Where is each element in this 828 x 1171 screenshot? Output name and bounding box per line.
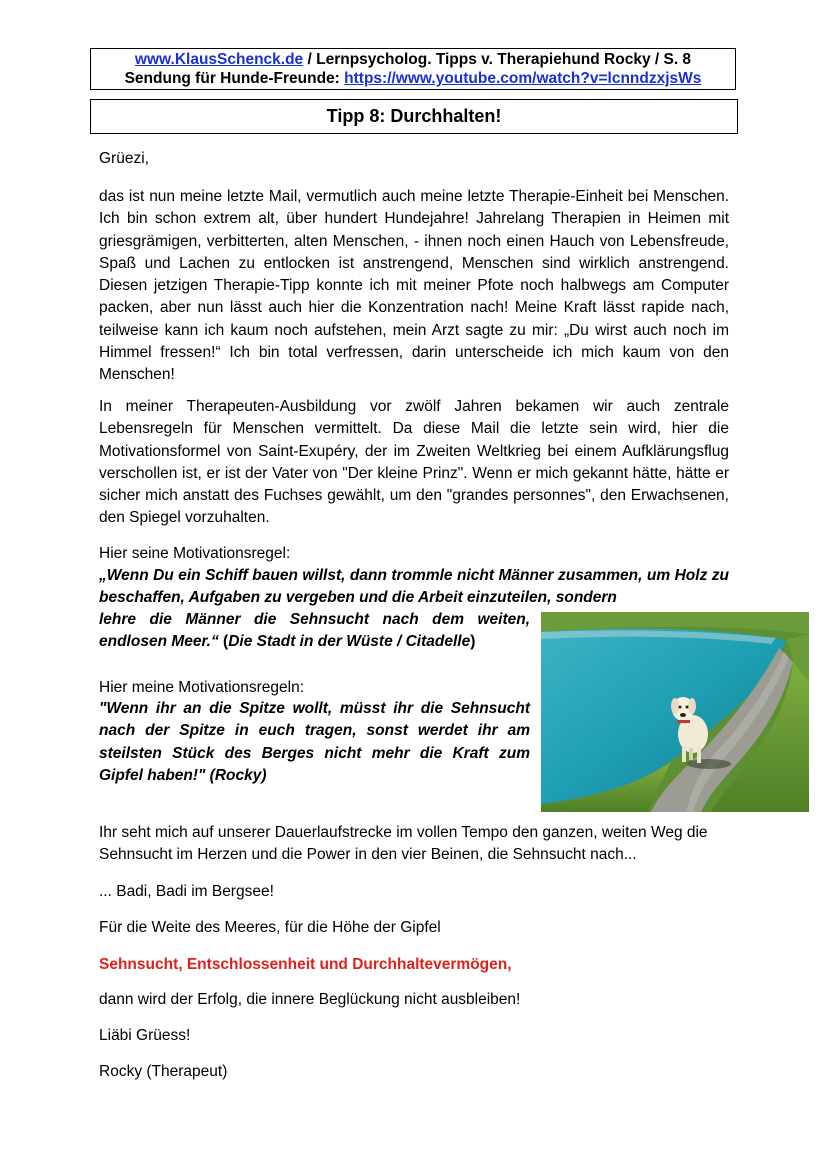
greeting: Grüezi, bbox=[99, 150, 149, 167]
header-line-2-label: Sendung für Hunde-Freunde: bbox=[124, 70, 345, 87]
quote-1-intro: Hier seine Motivationsregel: bbox=[99, 545, 291, 562]
website-link[interactable]: www.KlausSchenck.de bbox=[134, 51, 304, 68]
closing: Liäbi Grüess! bbox=[99, 1027, 191, 1044]
line-erfolg: dann wird der Erfolg, die innere Beglückung nicht ausbleiben! bbox=[99, 991, 521, 1008]
quote-2-text: "Wenn ihr an die Spitze wollt, müsst ihr die Sehnsucht nach der Spitze in euch tragen, sonst werdet ihr am steilsten Stück des Berges nicht mehr die Kraft zum Gipfel haben!" (Rocky) bbox=[99, 700, 530, 784]
highlight-line: Sehnsucht, Entschlossenheit und Durchhaltevermögen, bbox=[99, 956, 512, 973]
paragraph-2: In meiner Therapeuten-Ausbildung vor zwölf Jahren bekamen wir auch zentrale Lebensregeln für Menschen vermittelt. Da diese Mail die letzte sein wird, hier die Motivationsformel von Saint-Exupéry, der im Zweiten Weltkrieg bei einem Aufklärungsflug verschollen ist, er ist der Vater von "Der kleine Prinz". Wenn er mich gekannt hätte, hätte er sicher mich anstatt des Fuchses gewählt, um den "grandes personnes", den Erwachsenen, den Spiegel vorzuhalten. bbox=[99, 398, 729, 527]
quote-2-intro: Hier meine Motivationsregeln: bbox=[99, 679, 305, 696]
header-line-1-text: / Lernpsycholog. Tipps v. Therapiehund Rocky / S. 8 bbox=[303, 51, 692, 68]
signature: Rocky (Therapeut) bbox=[99, 1063, 228, 1080]
quote-1-text: „Wenn Du ein Schiff bauen willst, dann trommle nicht Männer zusammen, um Holz zu beschaffen, Aufgaben zu vergeben und die Arbeit einzuteilen, sondern bbox=[99, 567, 729, 607]
quote-1-paren-open: ( bbox=[218, 633, 229, 651]
paragraph-1: das ist nun meine letzte Mail, vermutlich auch meine letzte Therapie-Einheit bei Menschen. Ich bin schon extrem alt, über hundert Hundejahre! Jahrelang Therapien in Heimen mit griesgrämigen, verbitterten, alten Menschen, - ihnen noch einen Hauch von Lebensfreude, Spaß und Lachen zu entlocken ist anstrengend, Menschen sind wirklich anstrengend. Diesen jetzigen Therapie-Tipp konnte ich mit meiner Pfote noch halbwegs am Computer packen, aber nun lässt auch hier die Konzentration nach! Meine Kraft lässt rapide nach, teilweise kann ich kaum noch aufstehen, mein Arzt sagte zu mir: „Du wirst auch noch im Himmel fressen!“ Ich bin total verfressen, darin unterscheide ich mich kaum von den Menschen! bbox=[99, 188, 729, 384]
paragraph-3: Ihr seht mich auf unserer Dauerlaufstrecke im vollen Tempo den ganzen, weiten Weg die Sehnsucht im Herzen und die Power in den vier Beinen, die Sehnsucht nach... bbox=[99, 824, 708, 864]
page-title: Tipp 8: Durchhalten! bbox=[90, 99, 738, 134]
quote-1-continuation bbox=[99, 609, 530, 654]
youtube-link[interactable]: https://www.youtube.com/watch?v=lcnndzxjsWs bbox=[344, 70, 702, 87]
quote-1-text-end: lehre die Männer die Sehnsucht nach dem weiten, endlosen Meer.“ bbox=[99, 611, 530, 651]
dog-lake-photo bbox=[541, 612, 809, 812]
line-weite: Für die Weite des Meeres, für die Höhe der Gipfel bbox=[99, 919, 441, 936]
quote-1-source: Die Stadt in der Wüste / Citadelle bbox=[228, 633, 471, 651]
header-box bbox=[90, 48, 736, 90]
header-line-2 bbox=[91, 69, 735, 88]
quote-1-paren-close: ) bbox=[470, 633, 476, 651]
line-badi: ... Badi, Badi im Bergsee! bbox=[99, 883, 274, 900]
header-line-1 bbox=[91, 50, 735, 69]
